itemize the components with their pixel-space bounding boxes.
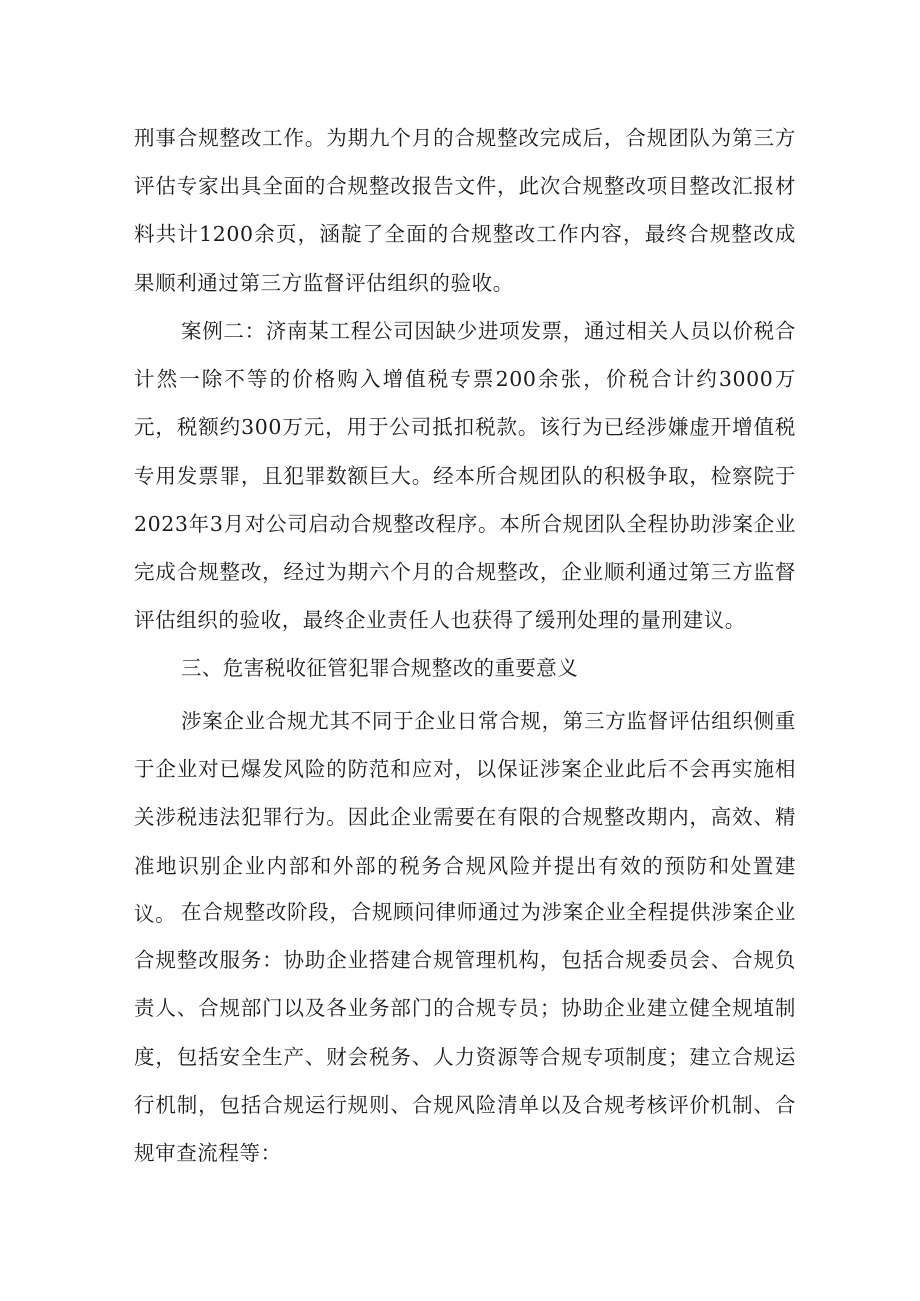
section-heading: 三、危害税收征管犯罪合规整改的重要意义 — [181, 656, 579, 680]
paragraph-4: 在合规整改阶段，合规顾问律师通过为涉案企业全程提供涉案企业合规整改服务：协助企业搭建合规管理机构，包括合规委员会、合规负责人、合规部门以及各业务部门的合规专员；协助企业建立健全规埴制度，包括安全生产、财会税务、人力资源等合规专项制度；建立合规运行机制，包括合规运行规则、合规风险清单以及合规考核评价机制、合规审查流程等： — [134, 900, 796, 1166]
paragraph-3: 涉案企业合规尤其不同于企业日常合规，第三方监督评估组织侧重于企业对已爆发风险的防范和应对，以保证涉案企业此后不会再实施相关涉税违法犯罪行为。因此企业需要在有限的合规整改期内，高效、精准地识别企业内部和外部的税务合规风险并提出有效的预防和处置建议。 — [134, 709, 796, 926]
paragraph-2-case-two: 案例二：济南某工程公司因缺少进项发票，通过相关人员以价税合计然一除不等的价格购入增值税专票200余张，价税合计约3000万元，税额约300万元，用于公司抵扣税款。该行为已经涉嫌虚开增值税专用发票罪，且犯罪数额巨大。经本所合规团队的积极争取，检察院于2023年3月对公司启动合规整改程序。本所合规团队全程协助涉案企业完成合规整改，经过为期六个月的合规整改，企业顺利通过第三方监督评估组织的验收，最终企业责任人也获得了缓刑处理的量刑建议。 — [134, 319, 796, 633]
paragraph-1: 刑事合规整改工作。为期九个月的合规整改完成后，合规团队为第三方评估专家出具全面的合规整改报告文件，此次合规整改项目整改汇报材料共计1200余页，涵靛了全面的合规整改工作内容，最终合规整改成果顺利通过第三方监督评估组织的验收。 — [134, 126, 796, 295]
